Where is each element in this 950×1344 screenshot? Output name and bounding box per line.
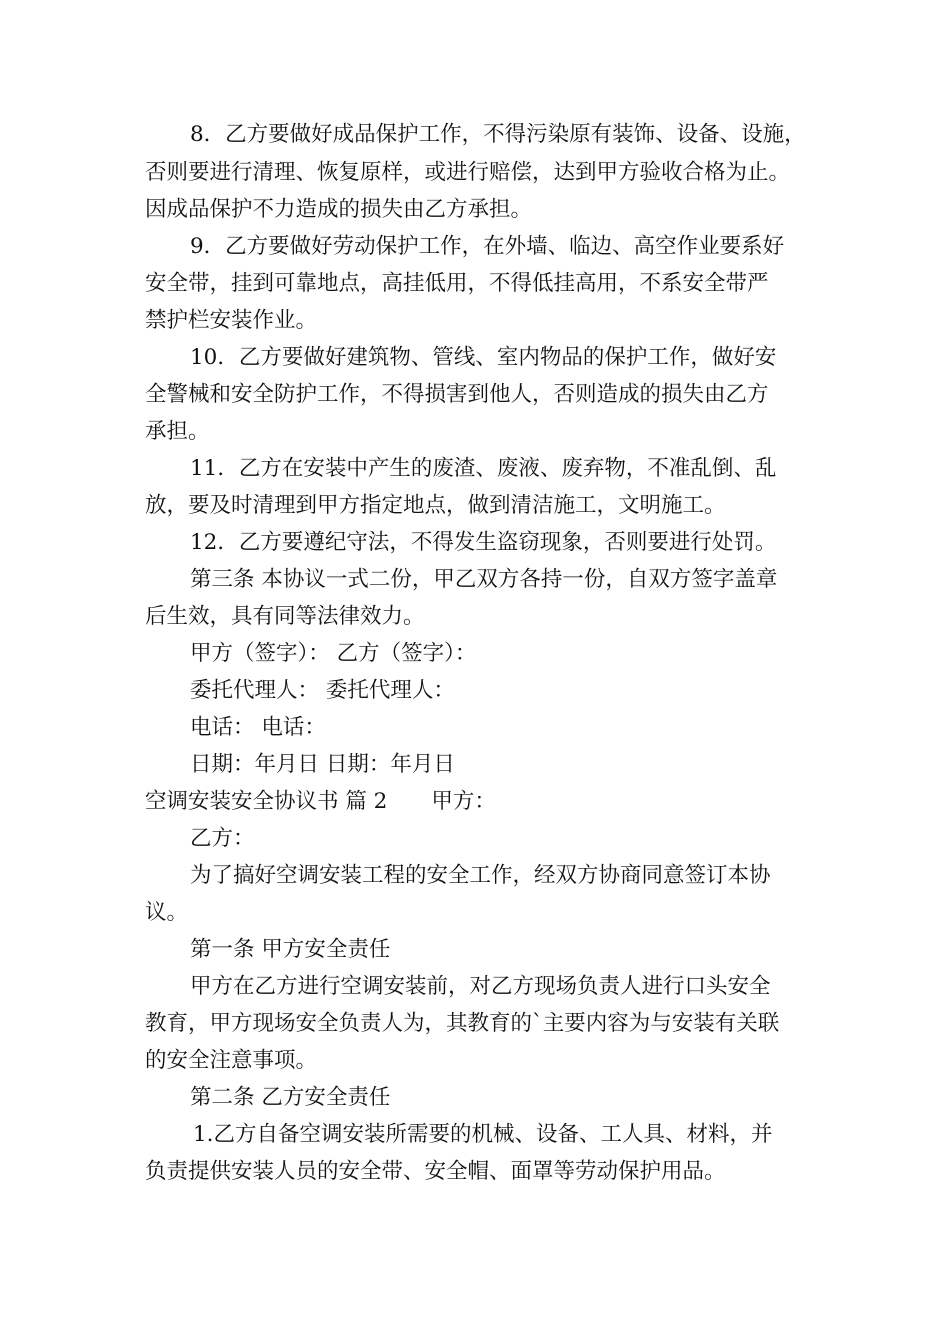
paragraph-line: 承担。 xyxy=(145,419,210,444)
paragraph-line: 8．乙方要做好成品保护工作，不得污染原有装饰、设备、设施， xyxy=(190,122,806,147)
paragraph-line: 1.乙方自备空调安装所需要的机械、设备、工人具、材料，并 xyxy=(193,1122,773,1147)
agent-line: 委托代理人： 委托代理人： xyxy=(190,678,455,703)
party-b-label: 乙方： xyxy=(190,826,255,851)
paragraph-line: 9．乙方要做好劳动保护工作，在外墙、临边、高空作业要系好 xyxy=(190,234,785,259)
date-line: 日期：年月日 日期：年月日 xyxy=(190,752,455,777)
paragraph-line: 为了搞好空调安装工程的安全工作，经双方协商同意签订本协 xyxy=(190,863,771,888)
section-heading-line xyxy=(145,788,496,816)
paragraph-line: 放，要及时清理到甲方指定地点，做到清洁施工，文明施工。 xyxy=(145,493,726,518)
paragraph-line: 甲方在乙方进行空调安装前，对乙方现场负责人进行口头安全 xyxy=(190,974,771,999)
article-heading: 第一条 甲方安全责任 xyxy=(190,937,391,962)
paragraph-line: 教育，甲方现场安全负责人为，其教育的`主要内容为与安装有关联 xyxy=(145,1011,780,1036)
paragraph-line: 后生效，具有同等法律效力。 xyxy=(145,604,425,629)
paragraph-line: 负责提供安装人员的安全带、安全帽、面罩等劳动保护用品。 xyxy=(145,1159,726,1184)
paragraph-line: 议。 xyxy=(145,900,189,925)
party-a-label: 甲方： xyxy=(431,789,496,814)
phone-line: 电话： 电话： xyxy=(190,715,326,740)
section-title: 空调安装安全协议书 篇 2 xyxy=(145,789,388,814)
article-heading: 第二条 乙方安全责任 xyxy=(190,1085,391,1110)
paragraph-line: 第三条 本协议一式二份，甲乙双方各持一份，自双方签字盖章 xyxy=(190,567,778,592)
paragraph-line: 全警械和安全防护工作，不得损害到他人，否则造成的损失由乙方 xyxy=(145,382,769,407)
paragraph-line: 12．乙方要遵纪守法，不得发生盗窃现象，否则要进行处罚。 xyxy=(190,530,777,555)
paragraph-line: 10．乙方要做好建筑物、管线、室内物品的保护工作，做好安 xyxy=(190,345,777,370)
signature-line: 甲方（签字）： 乙方（签字）： xyxy=(190,641,477,666)
paragraph-line: 因成品保护不力造成的损失由乙方承担。 xyxy=(145,197,533,222)
paragraph-line: 安全带，挂到可靠地点，高挂低用，不得低挂高用，不系安全带严 xyxy=(145,271,769,296)
paragraph-line: 的安全注意事项。 xyxy=(145,1048,318,1073)
paragraph-line: 禁护栏安装作业。 xyxy=(145,308,318,333)
paragraph-line: 否则要进行清理、恢复原样，或进行赔偿，达到甲方验收合格为止。 xyxy=(145,160,791,185)
paragraph-line: 11．乙方在安装中产生的废渣、废液、废弃物，不准乱倒、乱 xyxy=(190,456,777,481)
